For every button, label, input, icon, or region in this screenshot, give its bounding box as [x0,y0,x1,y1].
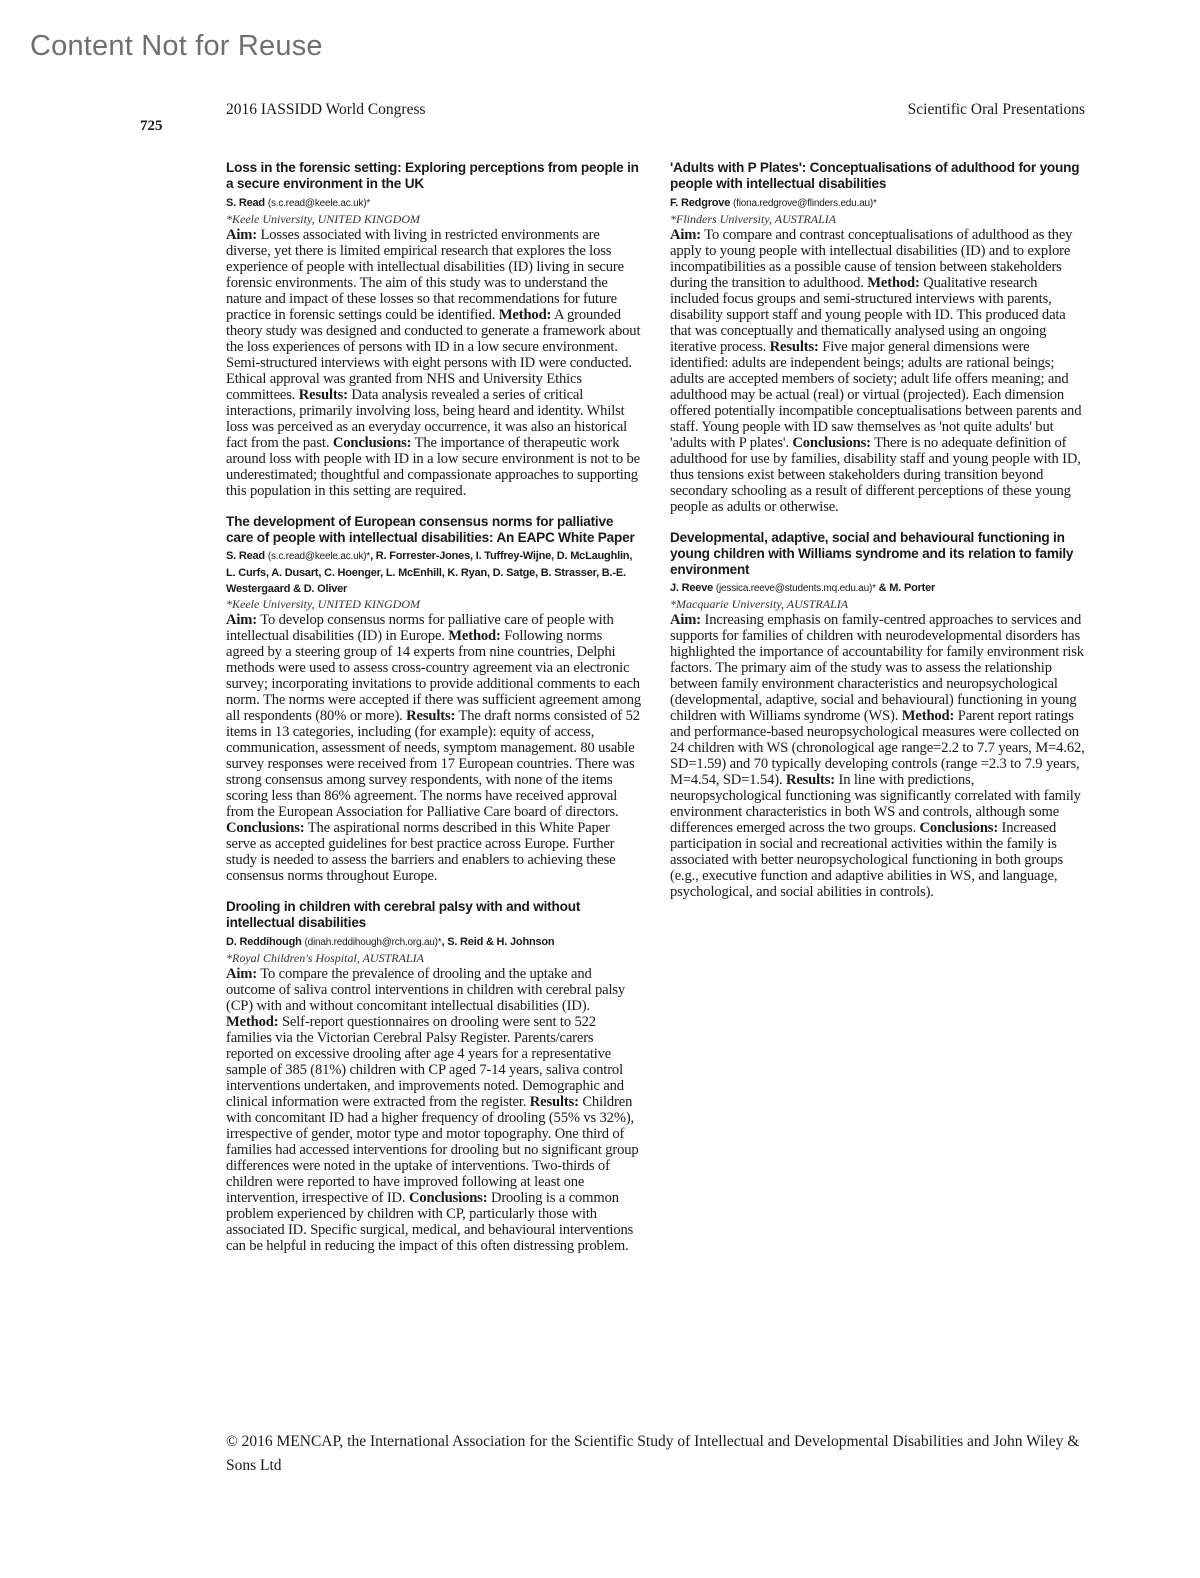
abstract-title: 'Adults with P Plates': Conceptualisations of adulthood for young people with intellectual disabilities [670,160,1080,192]
co-authors: & M. Porter [875,582,936,595]
co-authors: , S. Reid & H. Johnson [441,935,555,948]
section-label: Method: [226,1013,279,1030]
left-column [226,160,642,1269]
section-text: To develop consensus norms for palliative care of people with intellectual disabilities (ID) in Europe. [226,612,614,645]
section-label: Aim: [226,965,258,982]
section-text: Parent report ratings and performance-based neuropsychological measures were collected on 24 children with WS (chronological age range=2.2 to 7.7 years, M=4.62, SD=1.59) and 70 typically developing controls (range =2.3 to 7.9 years, M=4.54, SD=1.54). [670,708,1085,789]
author-name: S. Read [226,550,265,563]
section-label: Conclusions: [332,434,412,451]
abstract-authors [670,580,1086,597]
running-header-right: Scientific Oral Presentations [907,101,1085,118]
abstract-affiliation: *Flinders University, AUSTRALIA [670,211,837,226]
section-text: The aspirational norms described in this White Paper serve as accepted guidelines for best practice across Europe. Further study is needed to assess the barriers and enablers to achieving these consensus norms throughout Europe. [226,820,616,885]
abstract-body [226,966,642,1254]
section-text: In line with predictions, neuropsychological functioning was significantly correlated with family environment characteristics in both WS and controls, although some differences emerged across the two groups. [670,772,1081,837]
author-email: (fiona.redgrove@flinders.edu.au)* [733,197,877,209]
author-name: J. Reeve [670,582,714,595]
abstract-body [226,612,642,884]
abstract-authors [670,195,1086,212]
author-email: (dinah.reddihough@rch.org.au)* [304,936,442,948]
section-label: Method: [448,628,501,645]
section-text: Following norms agreed by a steering group of 14 experts from nine countries, Delphi methods were used to assess cross-country agreement via an electronic survey; incorporating invitations to provide additional comments to each norm. The norms were accepted if there was sufficient agreement among all respondents (80% or more). [226,628,641,725]
section-label: Method: [498,306,552,323]
section-text: Drooling is a common problem experienced by children with CP, particularly those with associated ID. Specific surgical, medical, and behavioural interventions can be helpful in reducing the impact of this often distressing problem. [226,1189,634,1254]
running-header-left: 2016 IASSIDD World Congress [226,101,426,118]
abstract-title: Loss in the forensic setting: Exploring perceptions from people in a secure environment in the UK [226,160,639,192]
section-text: A grounded theory study was designed and conducted to generate a framework about the loss experiences of persons with ID in a low secure environment. Semi-structured interviews with eight persons with ID were conducted. Ethical approval was granted from NHS and University Ethics committees. [226,306,641,403]
section-label: Results: [298,386,348,403]
page-number: 725 [140,118,163,134]
abstract-authors [226,934,642,951]
section-text: To compare and contrast conceptualisations of adulthood as they apply to young people with intellectual disabilities (ID) and to explore incompatibilities as a possible cause of tension between stakeholders during the transition to adulthood. [670,226,1073,291]
section-label: Results: [785,772,836,789]
co-authors: , R. Forrester-Jones, I. Tuffrey-Wijne, D. McLaughlin, L. Curfs, A. Dusart, C. Hoenger, L. McEnhill, K. Ryan, D. Satge, B. Strasser, B.-E. Westergaard & D. Oliver [226,550,633,596]
abstract-title: Developmental, adaptive, social and behavioural functioning in young children with Williams syndrome and its relation to family environment [670,529,1074,578]
abstract-body [670,612,1086,900]
abstract [226,899,642,1254]
section-label: Results: [769,338,819,355]
abstract [226,514,642,885]
watermark: Content Not for Reuse [30,30,323,62]
section-text: Data analysis revealed a series of critical interactions, primarily involving loss, being heard and identity. Whilst loss was perceived as an everyday occurrence, it was also an historical fact from the past. [226,386,628,451]
author-name: S. Read [226,196,265,209]
abstract-title: Drooling in children with cerebral palsy with and without intellectual disabilities [226,899,581,931]
section-label: Aim: [226,612,258,629]
abstract-affiliation: *Macquarie University, AUSTRALIA [670,597,849,612]
author-name: D. Reddihough [226,935,302,948]
section-label: Conclusions: [792,434,871,451]
abstract-affiliation: *Royal Children's Hospital, AUSTRALIA [226,950,424,965]
section-text: The draft norms consisted of 52 items in 13 categories, including (for example): equity of access, communication, assessment of needs, symptom management. 80 usable survey responses were received from 17 European countries. There was strong consensus among survey respondents, with none of the items scoring less than 86% agreement. The norms have received approval from the European Association for Palliative Care board of directors. [226,708,640,821]
section-text: Losses associated with living in restricted environments are diverse, yet there is limited empirical research that explores the loss experience of people with intellectual disabilities (ID) living in secure forensic environments. The aim of this study was to understand the nature and impact of these losses so that recommendations for future practice in forensic settings could be identified. [226,226,624,323]
abstract-affiliation: *Keele University, UNITED KINGDOM [226,597,420,612]
abstract [226,160,642,499]
section-label: Aim: [226,226,258,243]
section-text: The importance of therapeutic work around loss with people with ID in a low secure environment is not to be underestimated; thoughtful and compassionate approaches to supporting this population in this setting are required. [226,434,640,499]
section-label: Results: [406,708,456,725]
abstract-authors [226,548,642,597]
section-label: Aim: [670,226,702,243]
right-column [670,160,1086,915]
abstract-title: The development of European consensus norms for palliative care of people with intellectual disabilities: An EAPC White Paper [226,513,635,545]
abstract [670,530,1086,901]
copyright-footer: © 2016 MENCAP, the International Association for the Scientific Study of Intellectual and Developmental Disabilities and John Wiley & Sons Ltd [226,1433,1080,1474]
section-text: Increasing emphasis on family-centred approaches to services and supports for families of children with neurodevelopmental disorders has highlighted the importance of accountability for family environment risk factors. The primary aim of the study was to assess the relationship between family environment characteristics and neuropsychological (developmental, adaptive, social and behavioural) functioning in young children with Williams syndrome (WS). [670,612,1084,725]
abstract-body [670,227,1086,515]
section-label: Results: [529,1093,579,1110]
section-label: Method: [867,274,920,291]
abstract-affiliation: *Keele University, UNITED KINGDOM [226,211,420,226]
abstract [670,160,1086,515]
abstract-body [226,227,642,499]
section-label: Conclusions: [919,820,999,837]
section-text: Children with concomitant ID had a higher frequency of drooling (55% vs 32%), irrespective of gender, motor type and motor topography. One third of families had accessed interventions for drooling but no significant group differences were noted in the uptake of interventions. Two-thirds of children were reported to have improved following at least one intervention, irrespective of ID. [226,1093,639,1206]
section-text: Self-report questionnaires on drooling were sent to 522 families via the Victorian Cerebral Palsy Register. Parents/carers reported on excessive drooling after age 4 years for a representative sample of 385 (81%) children with CP aged 7-14 years, saliva control interventions undertaken, and improvements noted. Demographic and clinical information were extracted from the register. [226,1013,624,1110]
section-text: Five major general dimensions were identified: adults are independent beings; adults are rational beings; adults are accepted members of society; adult life offers meaning; and adulthood may be actual (real) or virtual (projected). Each dimension offered potentially incompatible conceptualisations between parents and staff. Young people with ID saw themselves as 'not quite adults' but 'adults with P plates'. [670,338,1082,451]
section-text: Increased participation in social and recreational activities within the family is associated with better neuropsychological functioning in both groups (e.g., executive function and adaptive abilities in WS, and language, psychological, and social abilities in controls). [670,820,1064,901]
author-name: F. Redgrove [670,196,731,209]
author-email: (s.c.read@keele.ac.uk)* [267,551,371,563]
section-label: Conclusions: [408,1189,488,1206]
section-label: Aim: [670,612,702,629]
section-text: There is no adequate definition of adulthood for use by families, disability staff and young people with ID, thus tensions exist between stakeholders during transition beyond secondary schooling as a result of different perceptions of these young people as adults or otherwise. [670,434,1081,515]
abstract-authors [226,195,642,212]
section-label: Conclusions: [226,820,305,837]
author-email: (s.c.read@keele.ac.uk)* [267,197,371,209]
section-text: To compare the prevalence of drooling and the uptake and outcome of saliva control interventions in children with cerebral palsy (CP) with and without concomitant intellectual disabilities (ID). [226,965,626,1014]
author-email: (jessica.reeve@students.mq.edu.au)* [715,583,876,595]
section-label: Method: [901,708,955,725]
section-text: Qualitative research included focus groups and semi-structured interviews with parents, disability support staff and young people with ID. This produced data that was conceptually and thematically analysed using an ongoing iterative process. [670,274,1066,355]
